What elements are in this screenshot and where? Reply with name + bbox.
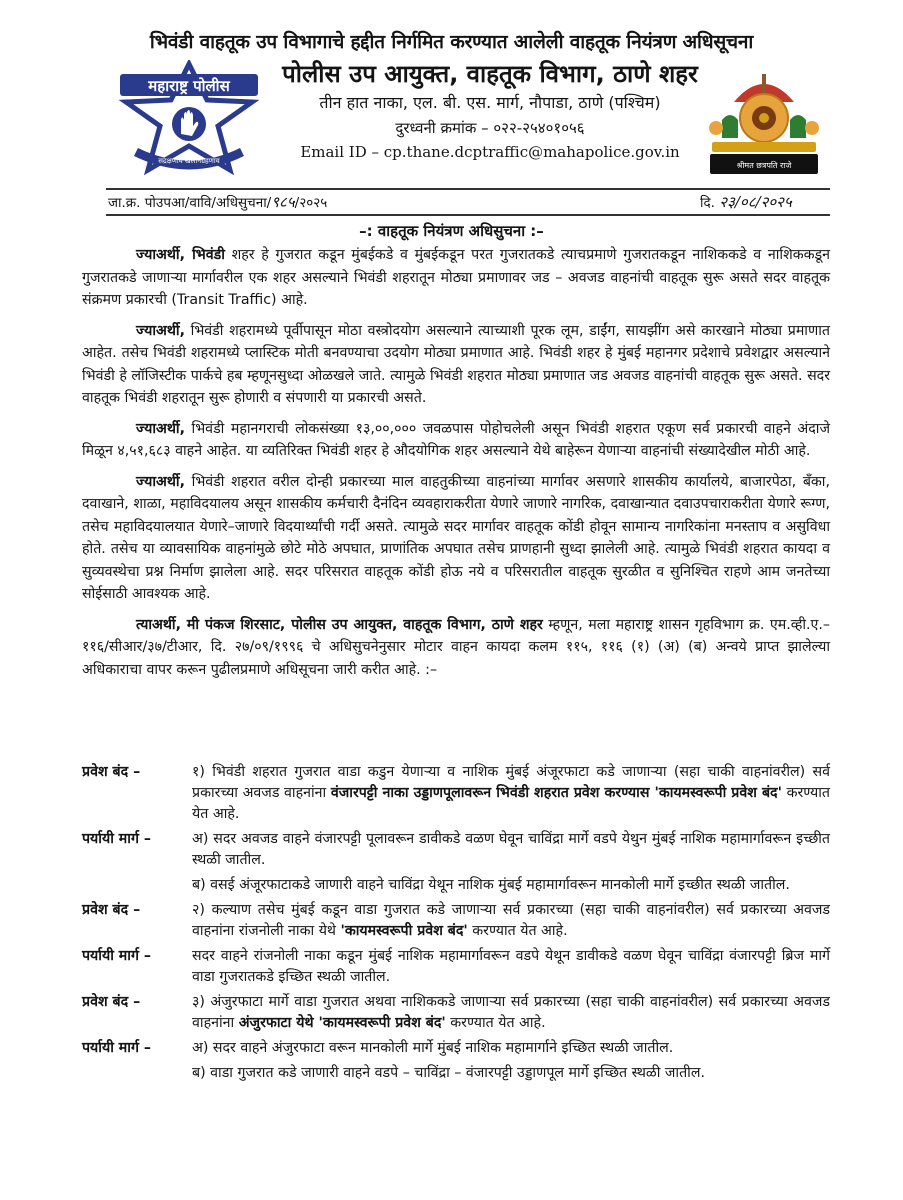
notification-date — [700, 192, 792, 212]
paragraph-text: भिवंडी महानगराची लोकसंख्या १३,००,००० जवळपास पोहोचलेली असून भिवंडी शहरात एकूण सर्व प्रकारची वाहने अंदाजे मिळून ४,५१,६८३ वाहने आहेत. या व्यतिरिक्त भिवंडी शहर हे औदयोगिक शहर असल्याने येथे बाहेरून येणाऱ्या वाहनांची संख्यादेखील मोठी आहे. — [82, 420, 830, 459]
subject-heading: –: वाहतूक नियंत्रण अधिसुचना :– — [359, 222, 544, 240]
office-phone: दुरध्वनी क्रमांक – ०२२-२५४०१०५६ — [395, 119, 585, 137]
letterhead-text — [280, 58, 700, 164]
ref-number: ९८५ — [271, 193, 295, 211]
ref-rule — [106, 214, 830, 216]
paragraph-lead: त्याअर्थी, मी पंकज शिरसाट, पोलीस उप आयुक्त, वाहतूक विभाग, ठाणे शहर — [136, 616, 543, 633]
preamble — [82, 244, 830, 689]
logo-left-label: महाराष्ट्र पोलीस — [148, 77, 230, 95]
paragraph — [82, 320, 830, 410]
order-row — [82, 946, 830, 988]
order-text: अ) सदर वाहने अंजुरफाटा वरून मानकोली मार्गे मुंबई नाशिक महामार्गाने इच्छित स्थळी जातील. ब) वाडा गुजरात कडे जाणारी वाहने वडपे – चाविंद्रा – वंजारपट्टी उड्डाणपूल मार्गे इच्छित स्थळी जातील. — [192, 1038, 830, 1084]
date-value: २३/०८/२०२५ — [719, 193, 792, 211]
traffic-orders — [82, 762, 830, 1088]
order-subitem: ब) वसई अंजूरफाटाकडे जाणारी वाहने चाविंद्रा येथून नाशिक मुंबई महामार्गावरून मानकोली मार्गे इच्छीत स्थळी जातील. — [192, 877, 790, 893]
paragraph-text: शहर हे गुजरात कडून मुंबईकडे व मुंबईकडून परत गुजरातकडे त्याचप्रमाणे गुजरातकडून नाशिककडे व नाशिककडून गुजरातकडे जाणाऱ्या मार्गावरील एक शहर असल्याने भिवंडी शहरातून मोठ्या प्रमाणावर जड – अवजड वाहनांची वाहतूक सुरू असते सदर वाहतूक संक्रमण प्रकारची (Transit Traffic) आहे. — [82, 247, 830, 308]
reference-number — [108, 192, 327, 212]
header-rule — [106, 188, 830, 190]
paragraph — [82, 244, 830, 312]
paragraph — [82, 418, 830, 463]
order-text: २) कल्याण तसेच मुंबई कडून वाडा गुजरात कडे जाणाऱ्या सर्व प्रकारच्या (सहा चाकी वाहनांवरील) सर्व प्रकारच्या अवजड वाहनांना रांजनोली नाका येथे 'कायमस्वरूपी प्रवेश बंद' करण्यात येत आहे. — [192, 902, 830, 939]
ref-prefix: जा.क्र. पोउपआ/वावि/अधिसुचना/ — [108, 195, 272, 211]
order-label: पर्यायी मार्ग – — [82, 948, 151, 964]
paragraph-lead: ज्याअर्थी, — [136, 420, 185, 437]
paragraph-text: भिवंडी शहरामध्ये पूर्वीपासून मोठा वस्त्रोदयोग असल्याने त्याच्याशी पूरक लूम, डाईंग, सायझींग असे कारखाने मोठ्या प्रमाणात आहेत. तसेच भिवंडी शहरामध्ये प्लास्टिक मोती बनवण्याचा उदयोग मोठ्या प्रमाणात आहे. भिवंडी शहर हे मुंबई महानगर प्रदेशाचे प्रवेशद्वार असल्याने भिवंडी हे लॉजिस्टीक पार्कचे हब म्हणूनसुध्दा ओळखले जाते. त्यामुळे भिवंडी शहरात मोठ्या प्रमाणात जड अवजड वाहनांची वाहतूक सुरू असते. सदर वाहतूक भिवंडी शहरातून सुरू होणारी व संपणारी या प्रकारची असते. — [82, 322, 830, 406]
paragraph — [82, 471, 830, 606]
office-address: तीन हात नाका, एल. बी. एस. मार्ग, नौपाडा, ठाणे (पश्चिम) — [319, 93, 661, 112]
logo-left-motto: सद्रक्षणाय खलनिग्रहणाय — [158, 157, 220, 165]
notification-title: भिवंडी वाहतूक उप विभागाचे हद्दीत निर्गमित करण्यात आलेली वाहतूक नियंत्रण अधिसूचना — [149, 31, 754, 53]
royal-emblem-logo — [700, 68, 828, 180]
paragraph-text: भिवंडी शहरात वरील दोन्ही प्रकारच्या माल वाहतुकीच्या वाहनांच्या मार्गावर असणारे शासकीय कार्यालये, बाजारपेठा, बँका, दवाखाने, शाळा, महाविदयालय असून शासकीय कर्मचारी दैनंदिन व्यवहाराकरीता येणारे जाणारे नागरिक, दवाखान्यात दवाउपचाराकरीता येणारे रूग्ण, तसेच महाविदयालयात येणारे–जाणारे विदयार्थ्यांची गर्दी असते. त्यामुळे सदर मार्गावर वाहतूक कोंडी होवून सामान्य नागरिकांना मनस्ताप व असुविधा होते. तसेच या व्यावसायिक वाहनांमुळे छोटे मोठे अपघात, प्राणांतिक अपघात तसेच प्राणहानी सुध्दा झालेली आहे. त्यामुळे भिवंडी शहरात कायदा व सुव्यवस्थेचा प्रश्न निर्माण झालेला आहे. सदर परिसरात वाहतूक कोंडी होऊ नये व परिसरातील वाहतूक सुरळीत व सुनिश्चित राहणे आम जनतेच्या सोईसाठी आवश्यक आहे. — [82, 473, 830, 602]
order-label: पर्यायी मार्ग – — [82, 1040, 151, 1056]
paragraph-lead: ज्याअर्थी, — [136, 473, 185, 490]
order-row — [82, 762, 830, 825]
order-label: प्रवेश बंद – — [82, 764, 141, 780]
order-text: ३) अंजुरफाटा मार्गे वाडा गुजरात अथवा नाशिककडे जाणाऱ्या सर्व प्रकारच्या (सहा चाकी वाहनांवरील) सर्व प्रकारच्या अवजड वाहनांना अंजुरफाटा येथे 'कायमस्वरूपी प्रवेश बंद' करण्यात येत आहे. — [192, 994, 830, 1031]
order-text: १) भिवंडी शहरात गुजरात वाडा कडुन येणाऱ्या व नाशिक मुंबई अंजूरफाटा कडे जाणाऱ्या (सहा चाकी वाहनांवरील) सर्व प्रकारच्या अवजड वाहनांना वंजारपट्टी नाका उड्डाणपूलावरून भिवंडी शहरात प्रवेश करण्यास 'कायमस्वरूपी प्रवेश बंद' करण्यात येत आहे. — [192, 764, 830, 822]
paragraph — [82, 614, 830, 682]
paragraph-lead: ज्याअर्थी, भिवंडी — [136, 247, 225, 263]
order-row — [82, 829, 830, 896]
office-email: Email ID – cp.thane.dcptraffic@mahapolice.gov.in — [300, 143, 680, 161]
letterhead — [0, 58, 903, 188]
order-text: सदर वाहने रांजनोली नाका कडून मुंबई नाशिक महामार्गावरून वडपे येथून डावीकडे वळण घेवून चाविंद्रा वंजारपट्टी ब्रिज मार्गे वाडा गुजरातकडे इच्छित स्थळी जातील. — [192, 948, 830, 985]
paragraph-text: म्हणून, मला महाराष्ट्र शासन गृहविभाग क्र. एम.व्ही.ए.–११६/सीआर/३७/टीआर, दि. २७/०९/१९९६ चे अधिसुचनेनुसार मोटार वाहन कायदा कलम ११५, ११६ (१) (अ) (ब) अन्वये प्राप्त झालेल्या अधिकाराचा वापर करून पुढीलप्रमाणे अधिसूचना जारी करीत आहे. :– — [82, 616, 831, 678]
paragraph-lead: ज्याअर्थी, — [136, 322, 185, 339]
order-row — [82, 1038, 830, 1084]
order-row — [82, 900, 830, 942]
order-label: प्रवेश बंद – — [82, 902, 141, 918]
ref-year: /२०२५ — [294, 195, 328, 211]
order-text: अ) सदर अवजड वाहने वंजारपट्टी पूलावरून डावीकडे वळण घेवून चाविंद्रा मार्गे वडपे येथुन मुंबई नाशिक महामार्गावरून इच्छीत स्थळी जातील. ब) वसई अंजूरफाटाकडे जाणारी वाहने चाविंद्रा येथून नाशिक मुंबई महामार्गावरून मानकोली मार्गे इच्छीत स्थळी जातील. — [192, 829, 830, 896]
maharashtra-police-logo — [114, 60, 264, 178]
order-row — [82, 992, 830, 1034]
date-prefix: दि. — [700, 195, 715, 211]
order-label: प्रवेश बंद – — [82, 994, 141, 1010]
department-name: पोलीस उप आयुक्त, वाहतूक विभाग, ठाणे शहर — [282, 60, 698, 88]
order-label: पर्यायी मार्ग – — [82, 831, 151, 847]
order-subitem: ब) वाडा गुजरात कडे जाणारी वाहने वडपे – चाविंद्रा – वंजारपट्टी उड्डाणपूल मार्गे इच्छित स्थळी जातील. — [192, 1065, 705, 1081]
logo-right-label: श्रीमत छत्रपति राजे — [736, 161, 792, 170]
